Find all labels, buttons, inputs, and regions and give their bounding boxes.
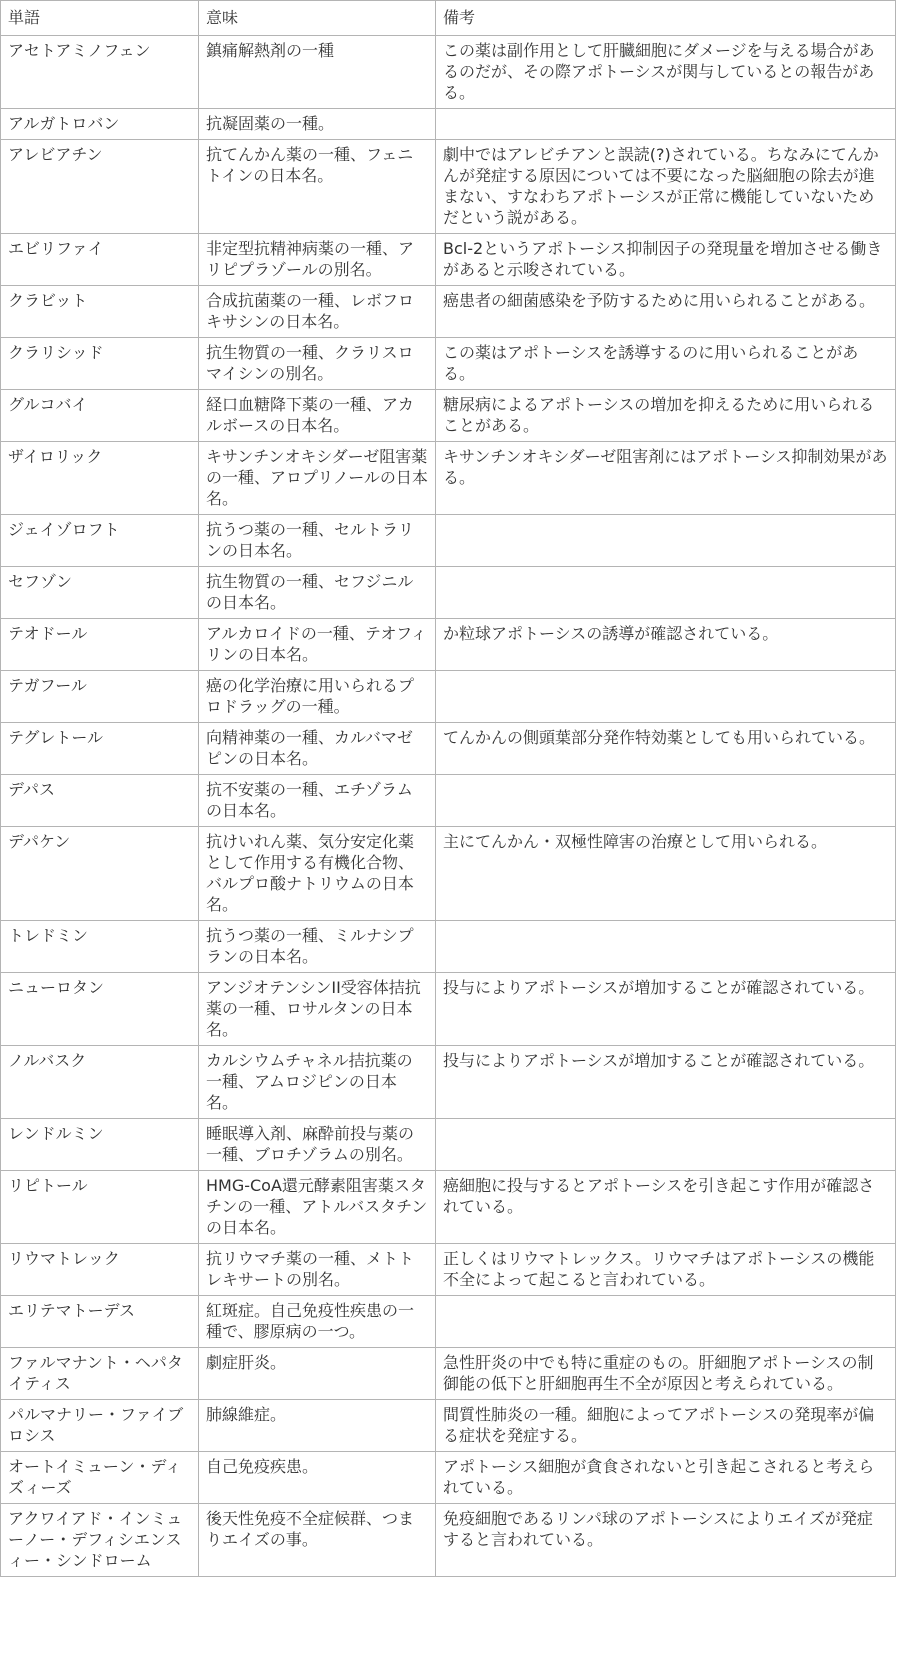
table-row [1, 234, 896, 286]
table-row [1, 390, 896, 442]
term-cell: ノルバスク [1, 1046, 199, 1119]
table-row [1, 1452, 896, 1504]
table-row [1, 1244, 896, 1296]
note-cell [436, 109, 896, 140]
table-row [1, 619, 896, 671]
term-cell: クラリシッド [1, 338, 199, 390]
meaning-cell: アンジオテンシンII受容体拮抗薬の一種、ロサルタンの日本名。 [199, 973, 436, 1046]
table-header [1, 1, 896, 36]
meaning-cell: HMG-CoA還元酵素阻害薬スタチンの一種、アトルバスタチンの日本名。 [199, 1171, 436, 1244]
meaning-cell: 抗うつ薬の一種、セルトラリンの日本名。 [199, 515, 436, 567]
term-cell: セフゾン [1, 567, 199, 619]
term-cell: パルマナリー・ファイブロシス [1, 1400, 199, 1452]
term-cell: エリテマトーデス [1, 1296, 199, 1348]
meaning-cell: アルカロイドの一種、テオフィリンの日本名。 [199, 619, 436, 671]
table-row [1, 567, 896, 619]
note-cell [436, 1119, 896, 1171]
table-row [1, 1348, 896, 1400]
table-row [1, 1296, 896, 1348]
note-cell: 糖尿病によるアポトーシスの増加を抑えるために用いられることがある。 [436, 390, 896, 442]
meaning-cell: 鎮痛解熱剤の一種 [199, 36, 436, 109]
term-cell: テガフール [1, 671, 199, 723]
table-row [1, 286, 896, 338]
meaning-cell: 肺線維症。 [199, 1400, 436, 1452]
note-cell: 癌細胞に投与するとアポトーシスを引き起こす作用が確認されている。 [436, 1171, 896, 1244]
meaning-cell: 紅斑症。自己免疫性疾患の一種で、膠原病の一つ。 [199, 1296, 436, 1348]
column-header-term: 単語 [1, 1, 199, 36]
term-cell: クラビット [1, 286, 199, 338]
note-cell: か粒球アポトーシスの誘導が確認されている。 [436, 619, 896, 671]
meaning-cell: 抗てんかん薬の一種、フェニトインの日本名。 [199, 140, 436, 234]
table-row [1, 338, 896, 390]
term-cell: リピトール [1, 1171, 199, 1244]
note-cell: この薬は副作用として肝臓細胞にダメージを与える場合があるのだが、その際アポトーシスが関与しているとの報告がある。 [436, 36, 896, 109]
table-row [1, 671, 896, 723]
term-cell: オートイミューン・ディズィーズ [1, 1452, 199, 1504]
meaning-cell: キサンチンオキシダーゼ阻害薬の一種、アロプリノールの日本名。 [199, 442, 436, 515]
table-row [1, 827, 896, 921]
table-row [1, 921, 896, 973]
meaning-cell: 非定型抗精神病薬の一種、アリピプラゾールの別名。 [199, 234, 436, 286]
note-cell: てんかんの側頭葉部分発作特効薬としても用いられている。 [436, 723, 896, 775]
note-cell [436, 515, 896, 567]
term-cell: デパケン [1, 827, 199, 921]
note-cell [436, 1296, 896, 1348]
column-header-note: 備考 [436, 1, 896, 36]
table-row [1, 723, 896, 775]
table-row [1, 36, 896, 109]
note-cell: 劇中ではアレビチアンと誤読(?)されている。ちなみにてんかんが発症する原因については不要になった脳細胞の除去が進まない、すなわちアポトーシスが正常に機能していないためだという説がある。 [436, 140, 896, 234]
table-row [1, 1119, 896, 1171]
term-cell: レンドルミン [1, 1119, 199, 1171]
meaning-cell: 自己免疫疾患。 [199, 1452, 436, 1504]
header-row [1, 1, 896, 36]
table-row [1, 1171, 896, 1244]
term-cell: ジェイゾロフト [1, 515, 199, 567]
term-cell: テグレトール [1, 723, 199, 775]
table-row [1, 140, 896, 234]
meaning-cell: 後天性免疫不全症候群、つまりエイズの事。 [199, 1504, 436, 1577]
table-row [1, 1400, 896, 1452]
meaning-cell: 抗生物質の一種、セフジニルの日本名。 [199, 567, 436, 619]
table-row [1, 775, 896, 827]
note-cell [436, 775, 896, 827]
note-cell: Bcl-2というアポトーシス抑制因子の発現量を増加させる働きがあると示唆されている。 [436, 234, 896, 286]
term-cell: ザイロリック [1, 442, 199, 515]
term-cell: アセトアミノフェン [1, 36, 199, 109]
meaning-cell: 睡眠導入剤、麻酔前投与薬の一種、ブロチゾラムの別名。 [199, 1119, 436, 1171]
note-cell: 正しくはリウマトレックス。リウマチはアポトーシスの機能不全によって起こると言われている。 [436, 1244, 896, 1296]
note-cell: 間質性肺炎の一種。細胞によってアポトーシスの発現率が偏る症状を発症する。 [436, 1400, 896, 1452]
note-cell: キサンチンオキシダーゼ阻害剤にはアポトーシス抑制効果がある。 [436, 442, 896, 515]
note-cell: この薬はアポトーシスを誘導するのに用いられることがある。 [436, 338, 896, 390]
note-cell: 急性肝炎の中でも特に重症のもの。肝細胞アポトーシスの制御能の低下と肝細胞再生不全が原因と考えられている。 [436, 1348, 896, 1400]
term-cell: アルガトロバン [1, 109, 199, 140]
note-cell: 免疫細胞であるリンパ球のアポトーシスによりエイズが発症すると言われている。 [436, 1504, 896, 1577]
meaning-cell: 合成抗菌薬の一種、レボフロキサシンの日本名。 [199, 286, 436, 338]
term-cell: エビリファイ [1, 234, 199, 286]
note-cell: 癌患者の細菌感染を予防するために用いられることがある。 [436, 286, 896, 338]
note-cell: アポトーシス細胞が貪食されないと引き起こされると考えられている。 [436, 1452, 896, 1504]
term-cell: ニューロタン [1, 973, 199, 1046]
term-cell: ファルマナント・ヘパタイティス [1, 1348, 199, 1400]
meaning-cell: 劇症肝炎。 [199, 1348, 436, 1400]
table-body [1, 36, 896, 1577]
meaning-cell: 抗生物質の一種、クラリスロマイシンの別名。 [199, 338, 436, 390]
meaning-cell: 抗リウマチ薬の一種、メトトレキサートの別名。 [199, 1244, 436, 1296]
table-row [1, 515, 896, 567]
meaning-cell: カルシウムチャネル拮抗薬の一種、アムロジピンの日本名。 [199, 1046, 436, 1119]
note-cell: 主にてんかん・双極性障害の治療として用いられる。 [436, 827, 896, 921]
meaning-cell: 向精神薬の一種、カルバマゼピンの日本名。 [199, 723, 436, 775]
note-cell [436, 921, 896, 973]
term-cell: アクワイアド・インミューノー・デフィシエンスィー・シンドローム [1, 1504, 199, 1577]
table-row [1, 109, 896, 140]
meaning-cell: 癌の化学治療に用いられるプロドラッグの一種。 [199, 671, 436, 723]
note-cell: 投与によりアポトーシスが増加することが確認されている。 [436, 973, 896, 1046]
term-cell: トレドミン [1, 921, 199, 973]
note-cell: 投与によりアポトーシスが増加することが確認されている。 [436, 1046, 896, 1119]
meaning-cell: 抗けいれん薬、気分安定化薬として作用する有機化合物、バルプロ酸ナトリウムの日本名。 [199, 827, 436, 921]
table-row [1, 1046, 896, 1119]
table-row [1, 442, 896, 515]
note-cell [436, 671, 896, 723]
term-cell: リウマトレック [1, 1244, 199, 1296]
table-row [1, 973, 896, 1046]
column-header-meaning: 意味 [199, 1, 436, 36]
term-cell: グルコバイ [1, 390, 199, 442]
term-cell: デパス [1, 775, 199, 827]
meaning-cell: 経口血糖降下薬の一種、アカルボースの日本名。 [199, 390, 436, 442]
note-cell [436, 567, 896, 619]
term-cell: テオドール [1, 619, 199, 671]
meaning-cell: 抗不安薬の一種、エチゾラムの日本名。 [199, 775, 436, 827]
term-cell: アレビアチン [1, 140, 199, 234]
table-row [1, 1504, 896, 1577]
meaning-cell: 抗凝固薬の一種。 [199, 109, 436, 140]
meaning-cell: 抗うつ薬の一種、ミルナシプランの日本名。 [199, 921, 436, 973]
